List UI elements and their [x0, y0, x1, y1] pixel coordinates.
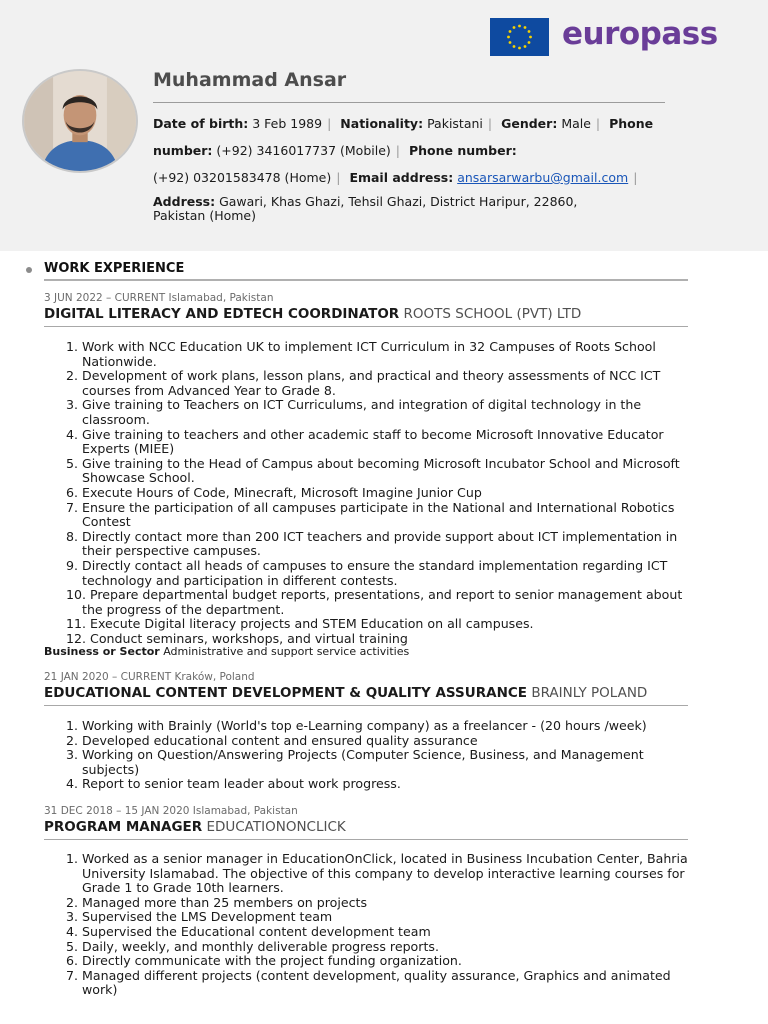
- task-item: 7. Ensure the participation of all campuses participate in the National and International Robotics Contest: [66, 499, 675, 530]
- separator: |: [336, 170, 341, 185]
- job-title: PROGRAM MANAGER: [44, 819, 203, 835]
- eu-flag-icon: [490, 18, 549, 56]
- address-value: Gawari, Khas Ghazi, Tehsil Ghazi, District Haripur, 22860, Pakistan (Home): [153, 194, 578, 223]
- task-item: 3. Working on Question/Answering Projects (Computer Science, Business, and Management subjects): [66, 747, 644, 777]
- task-item: 2. Managed more than 25 members on projects: [66, 894, 368, 910]
- section-divider: [44, 279, 688, 281]
- phone-mobile: (+92) 3416017737 (Mobile): [216, 143, 391, 158]
- job-title-line: [44, 685, 647, 701]
- task-item: 6. Directly communicate with the project funding organization.: [66, 953, 462, 969]
- phone-home: (+92) 03201583478 (Home): [153, 170, 332, 185]
- section-bullet-icon: [26, 267, 32, 273]
- task-item: 5. Give training to the Head of Campus about becoming Microsoft Incubator School and Microsoft Showcase School.: [66, 455, 680, 486]
- personal-line-1: [153, 116, 653, 131]
- separator: |: [327, 116, 332, 131]
- nationality-value: Pakistani: [427, 116, 483, 131]
- job-title-line: [44, 306, 581, 322]
- task-item: 5. Daily, weekly, and monthly deliverable progress reports.: [66, 938, 439, 954]
- task-item: 12. Conduct seminars, workshops, and virtual training: [66, 630, 408, 646]
- sector-label: Business or Sector: [44, 645, 160, 658]
- personal-line-3: [153, 170, 642, 185]
- phone2-label: Phone number:: [408, 143, 517, 158]
- job-title: DIGITAL LITERACY AND EDTECH COORDINATOR: [44, 306, 400, 322]
- task-item: 1. Working with Brainly (World's top e-Learning company) as a freelancer - (20 hours /week): [66, 718, 647, 733]
- task-item: 1. Work with NCC Education UK to implement ICT Curriculum in 32 Campuses of Roots School Nationwide.: [66, 339, 656, 369]
- sector-value: Administrative and support service activities: [163, 645, 410, 658]
- task-item: 3. Give training to Teachers on ICT Curriculums, and integration of digital technology in the classroom.: [66, 397, 642, 427]
- person-name: Muhammad Ansar: [153, 69, 347, 91]
- job-divider: [44, 839, 688, 840]
- job-title: EDUCATIONAL CONTENT DEVELOPMENT & QUALITY ASSURANCE: [44, 685, 528, 701]
- job-divider: [44, 326, 688, 327]
- task-list: [61, 340, 691, 646]
- separator: |: [633, 170, 638, 185]
- nationality-label: Nationality:: [340, 116, 424, 131]
- gender-label: Gender:: [501, 116, 558, 131]
- task-item: 3. Supervised the LMS Development team: [66, 909, 333, 925]
- profile-photo: [22, 69, 138, 173]
- job-employer: EDUCATIONONCLICK: [206, 819, 346, 835]
- personal-line-2: [153, 143, 517, 158]
- job-meta: 21 JAN 2020 – CURRENT Kraków, Poland: [44, 671, 255, 683]
- phone-label-cont: number:: [153, 143, 213, 158]
- task-item: 4. Supervised the Educational content development team: [66, 923, 431, 939]
- task-list: [61, 719, 691, 792]
- name-divider: [153, 102, 665, 103]
- task-list: [61, 852, 691, 998]
- task-item: 6. Execute Hours of Code, Minecraft, Microsoft Imagine Junior Cup: [66, 484, 482, 500]
- task-item: 4. Report to senior team leader about work progress.: [66, 776, 401, 792]
- task-item: 7. Managed different projects (content development, quality assurance, Graphics and animated work): [66, 967, 671, 998]
- separator: |: [595, 116, 601, 131]
- separator: |: [395, 143, 400, 158]
- task-item: 11. Execute Digital literacy projects and STEM Education on all campuses.: [66, 616, 534, 632]
- task-item: 10. Prepare departmental budget reports, presentations, and report to senior management about the progress of the department.: [66, 587, 683, 617]
- task-item: 9. Directly contact all heads of campuses to ensure the standard implementation regarding ICT technology and participation in different contests.: [66, 557, 668, 588]
- job-meta: 31 DEC 2018 – 15 JAN 2020 Islamabad, Pakistan: [44, 805, 298, 817]
- task-item: 1. Worked as a senior manager in EducationOnClick, located in Business Incubation Center, Bahria University Islamabad. The objective of this company to develop interactive learning courses for Grade 1 to Grade 10th learners.: [66, 851, 688, 896]
- section-title: WORK EXPERIENCE: [44, 261, 185, 276]
- job-employer: BRAINLY POLAND: [531, 685, 648, 701]
- task-item: 2. Development of work plans, lesson plans, and practical and theory assessments of NCC ICT courses from Advanced Year to Grade 8.: [66, 368, 661, 398]
- address-line: [153, 195, 623, 223]
- address-label: Address:: [153, 194, 216, 209]
- job-divider: [44, 705, 688, 706]
- separator: |: [487, 116, 493, 131]
- task-item: 2. Developed educational content and ensured quality assurance: [66, 732, 478, 748]
- dob-value: 3 Feb 1989: [252, 116, 323, 131]
- europass-logo: europass: [562, 16, 718, 52]
- job-employer: ROOTS SCHOOL (PVT) LTD: [403, 306, 582, 322]
- business-sector: [44, 645, 409, 658]
- job-meta: 3 JUN 2022 – CURRENT Islamabad, Pakistan: [44, 292, 274, 304]
- email-label: Email address:: [349, 170, 454, 185]
- email-link[interactable]: ansarsarwarbu@gmail.com: [457, 170, 629, 185]
- job-title-line: [44, 819, 346, 835]
- gender-value: Male: [561, 116, 591, 131]
- phone-label: Phone: [609, 116, 654, 131]
- task-item: 8. Directly contact more than 200 ICT teachers and provide support about ICT implementation in their perspective campuses.: [66, 528, 678, 559]
- task-item: 4. Give training to teachers and other academic staff to become Microsoft Innovative Educator Experts (MIEE): [66, 426, 664, 457]
- dob-label: Date of birth:: [153, 116, 249, 131]
